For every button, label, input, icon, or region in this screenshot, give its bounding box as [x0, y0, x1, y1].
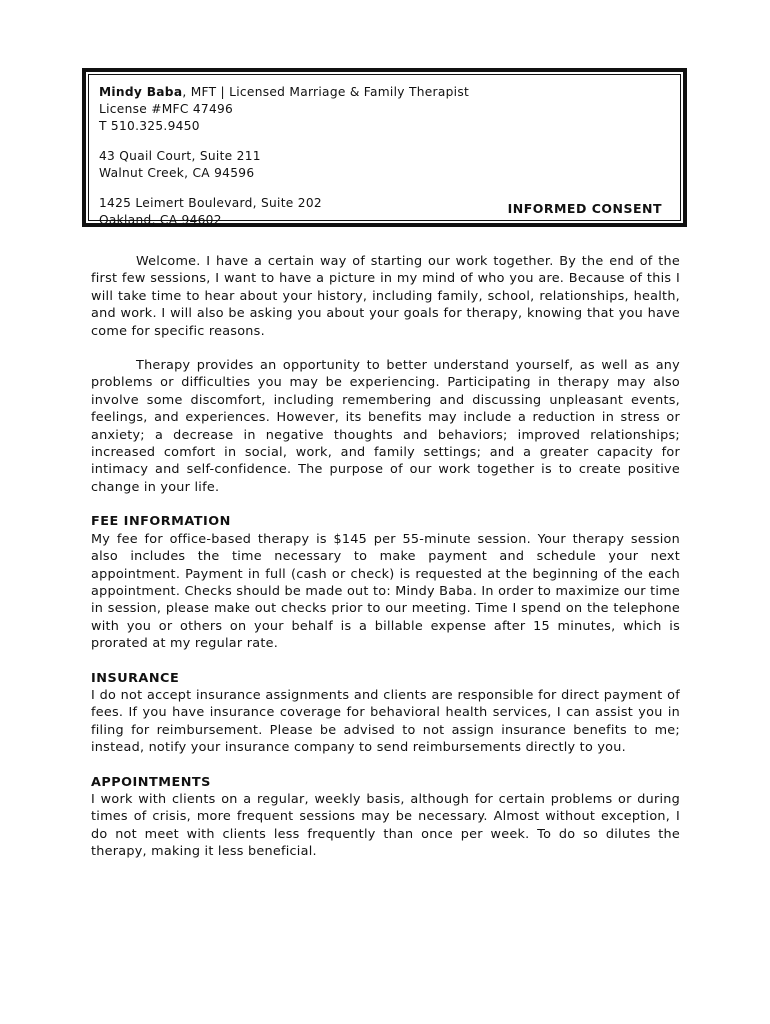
- letterhead-box: [82, 68, 687, 227]
- document-body: [91, 253, 680, 878]
- appointments-section: [91, 774, 680, 861]
- insurance-paragraph: I do not accept insurance assignments and clients are responsible for direct payment of fees. If you have insurance coverage for behavioral health services, I can assist you in filing for reimbursement. Please be advised to not assign insurance benefits to me; instead, notify your insurance company to send reimbursements directly to you.: [91, 687, 680, 756]
- fee-paragraph: My fee for office-based therapy is $145 per 55-minute session. Your therapy session also includes the time necessary to make payment and schedule your next appointment. Payment in full (cash or check) is requested at the beginning of the each appointment. Checks should be made out to: Mindy Baba. In order to maximize our time in session, please make out checks prior to our meeting. Time I spend on the telephone with you or others on your behalf is a billable expense after 15 minutes, which is prorated at my regular rate.: [91, 531, 680, 652]
- address1-city: Walnut Creek, CA 94596: [99, 166, 255, 180]
- address2-street: 1425 Leimert Boulevard, Suite 202: [99, 196, 322, 210]
- document-title: INFORMED CONSENT: [507, 201, 662, 216]
- welcome-paragraph: Welcome. I have a certain way of starting our work together. By the end of the first few sessions, I want to have a picture in my mind of who you are. Because of this I will take time to hear about your history, including family, school, relationships, health, and work. I will also be asking you about your goals for therapy, knowing that you have come for specific reasons.: [91, 254, 680, 339]
- appointments-paragraph: I work with clients on a regular, weekly basis, although for certain problems or during times of crisis, more frequent sessions may be necessary. Almost without exception, I do not meet with clients less frequently than once per week. To do so dilutes the therapy, making it less beneficial.: [91, 791, 680, 860]
- therapist-name-line: [99, 84, 680, 101]
- appointments-heading: APPOINTMENTS: [91, 774, 211, 790]
- fee-section: [91, 513, 680, 652]
- therapist-name: Mindy Baba: [99, 85, 183, 99]
- insurance-heading: INSURANCE: [91, 670, 180, 686]
- insurance-section: [91, 670, 680, 757]
- therapist-credentials: , MFT | Licensed Marriage & Family Therapist: [182, 85, 470, 99]
- address2-city: Oakland, CA 94602: [99, 213, 222, 227]
- therapy-paragraph: Therapy provides an opportunity to better understand yourself, as well as any problems or difficulties you may be experiencing. Participating in therapy may also involve some discomfort, including remembering and discussing unpleasant events, feelings, and experiences. However, its benefits may include a reduction in stress or anxiety; a decrease in negative thoughts and behaviors; improved relationships; increased comfort in social, work, and family settings; and a greater capacity for intimacy and self-confidence. The purpose of our work together is to create positive change in your life.: [91, 358, 680, 495]
- license-number: License #MFC 47496: [99, 102, 234, 116]
- address1-street: 43 Quail Court, Suite 211: [99, 149, 261, 163]
- letterhead-inner: [88, 74, 681, 227]
- fee-heading: FEE INFORMATION: [91, 514, 231, 530]
- phone-number: T 510.325.9450: [99, 119, 200, 133]
